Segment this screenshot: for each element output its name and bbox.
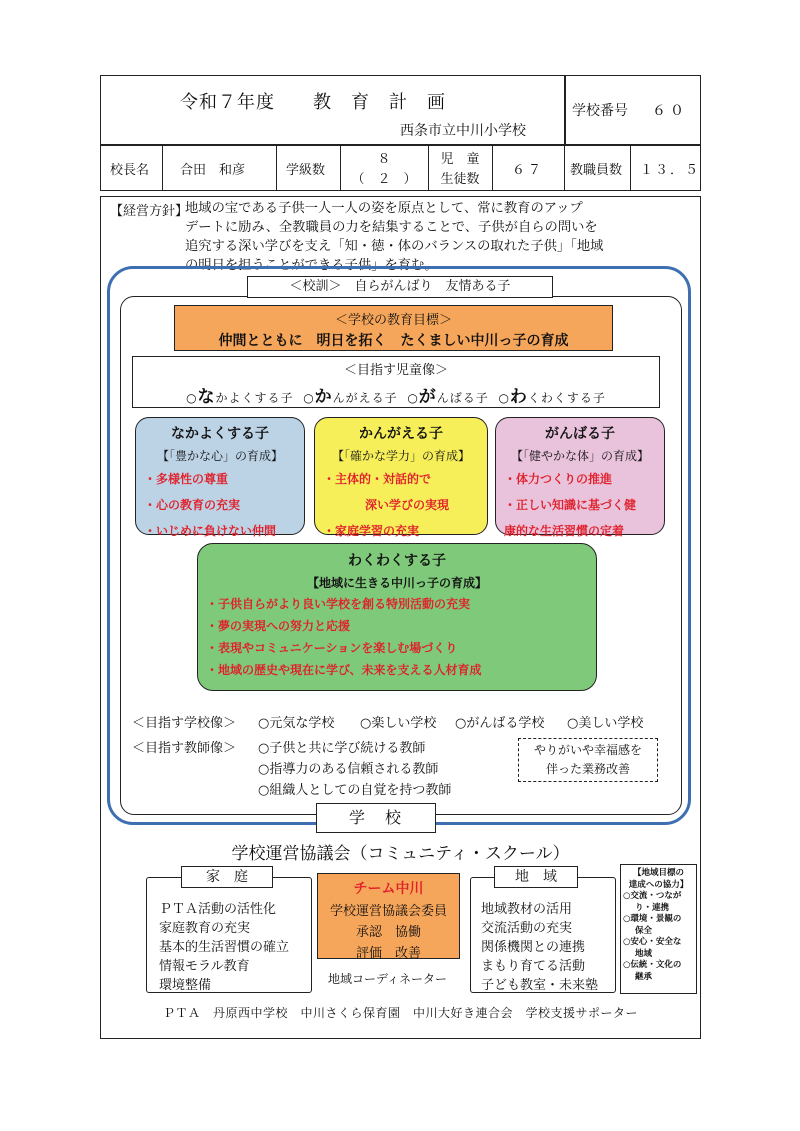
ideal-child-initial: な [197,387,216,407]
pillar-sub: 【地域に生きる中川っ子の育成】 [306,576,487,590]
class-count-label: 学級数 [286,163,326,178]
students-label: 児 童 [440,152,480,167]
regional-goal-item: 地域 [635,948,653,959]
ideal-child-initial: か [314,387,333,407]
ideal-school-label: ＜目指す学校像＞ [132,716,237,731]
pillar-sub: 【「豊かな心」の育成】 [156,449,283,463]
ideal-school-item: ○がんばる学校 [455,716,545,731]
pillar-kan [314,417,488,538]
pillar-item: 深い学びの実現 [365,498,450,512]
pillar-title: わくわくする子 [348,553,446,569]
team-line: 承認 協働 [355,925,421,940]
regional-goals-title: 【地域目標の [632,868,684,878]
community-label: 地 域 [494,866,578,888]
ideal-teacher-label: ＜目指す教師像＞ [132,741,237,756]
community-box [470,877,616,993]
ideal-child-item: んばる子 [436,391,489,405]
header-divider [276,144,277,191]
policy-line: 追究する深い学びを支え「知・徳・体のバランスの取れた子供」「地域 [185,239,604,254]
community-item: 子ども教室・未来塾 [481,978,599,993]
pillar-item: ・主体的・対話的で [323,472,432,486]
pillar-item: ・多様性の尊重 [144,472,229,486]
pillar-title: なかよくする子 [171,426,269,442]
school-name: 西条市立中川小学校 [400,123,526,139]
home-item: 情報モラル教育 [159,959,250,974]
policy-text [185,199,695,275]
pillar-item: ・正しい知識に基づく健 [504,498,637,512]
ideal-child-item: んがえる子 [332,391,398,405]
pillar-sub: 【「健やかな体」の育成】 [510,449,649,463]
principal-label: 校長名 [110,163,150,178]
home-items [159,900,311,995]
pillar-item: ・表現やコミュニケーションを楽しむ場づくり [206,641,458,655]
pillar-waku [197,543,597,691]
policy-line: の明日を担うことができる子供」を育む。 [185,258,438,273]
regional-goal-item: ○交流・つなが [623,891,682,901]
ideal-child-item: くわくする子 [527,391,606,405]
education-goal [174,305,613,351]
regional-goal-item: ○安心・安全な [623,937,682,947]
pillar-items [323,466,487,544]
community-item: まもり育てる活動 [481,959,586,974]
home-item: 基本的生活習慣の確立 [159,940,290,955]
team-line: 学校運営協議会委員 [329,904,447,919]
community-item: 交流活動の充実 [481,921,573,936]
pillar-item: ・子供自らがより良い学校を創る特別活動の充実 [206,597,471,611]
pillar-item: ・家庭学習の充実 [323,524,420,538]
regional-goal-item: り・連携 [635,902,670,913]
pillar-item: ・地域の歴史や現在に学び、未来を支える人材育成 [206,663,482,677]
reform-line: 伴った業務改善 [545,762,630,776]
community-items [481,900,615,995]
regional-goals-title: 達成への協力】 [628,879,689,890]
coordinator: 地域コーディネーター [328,972,448,986]
pillar-items [504,466,664,544]
pillar-title: かんがえる子 [359,426,443,442]
regional-goal-item: ○伝統・文化の [623,960,682,970]
pillar-sub: 【「確かな学力」の育成】 [331,449,470,463]
ideal-child-item: かよくする子 [215,391,294,405]
policy-label: 【経営方針】 [110,204,189,219]
goal-text: 仲間とともに 明日を拓く たくましい中川っ子の育成 [218,333,569,349]
regional-goal-item: 継承 [635,971,653,982]
policy-line: デートに励み、全教職員の力を結集することで、子供が自らの問いを [185,220,598,235]
pillar-items [144,466,304,544]
ideal-teacher-item: ○子供と共に学び続ける教師 [258,741,426,756]
pillar-gan [495,417,665,538]
school-council: 学校運営協議会（コミュニティ・スクール） [231,844,570,864]
school-motto: ＜校訓＞ 自らがんばり 友情ある子 [247,276,553,298]
home-item: 家庭教育の充実 [159,921,251,936]
ideal-school-item: ○楽しい学校 [360,716,437,731]
reform-line: やりがいや幸福感を [533,743,642,757]
page-title: 令和７年度 教 育 計 画 [180,92,446,113]
ideal-school-item: ○美しい学校 [567,716,644,731]
home-item: 環境整備 [159,978,212,993]
class-count: ８ [377,152,391,167]
home-box [146,877,312,993]
header-divider [564,144,565,191]
policy-line: 地域の宝である子供一人一人の姿を原点として、常に教育のアップ [185,201,583,216]
ideal-child-initial: わ [509,387,528,407]
header-divider [100,144,701,146]
regional-goal-item: ○環境・景観の [623,914,682,924]
pillar-item: ・夢の実現への努力と応援 [206,619,351,633]
ideal-child-initial: が [418,387,437,407]
ideal-school-item: ○元気な学校 [258,716,335,731]
pillar-item: ・体力つくりの推進 [504,472,613,486]
community-item: 関係機関との連携 [481,940,586,955]
pillar-naka [135,417,305,538]
team-nakagawa [317,873,460,959]
partner-organizations: ＰＴＡ 丹原西中学校 中川さくら保育園 中川大好き連合会 学校支援サポーター [162,1006,638,1020]
pillar-title: がんばる子 [545,426,615,442]
community-item: 地域教材の活用 [481,902,573,917]
pillar-items [206,593,596,681]
staff-count: １３．５ [640,163,701,178]
students-count: ６７ [511,163,544,178]
staff-label: 教職員数 [570,163,623,178]
principal-name: 合田 和彦 [180,163,246,178]
ideal-child-items: ○なかよくする子 ○かんがえる子 ○がんばる子 ○わくわくする子 [186,387,606,407]
ideal-child [132,356,660,408]
team-title: チーム中川 [353,881,424,897]
header-divider [564,75,566,145]
class-count-sub: （ ２ ） [351,172,417,187]
school-label: 学 校 [316,803,436,833]
ideal-teacher-item: ○指導力のある信頼される教師 [258,762,439,777]
students-label-2: 生徒数 [440,172,480,187]
work-reform [518,738,658,782]
school-number-label: 学校番号 [572,103,628,119]
goal-label: ＜学校の教育目標＞ [334,313,452,328]
pillar-item: ・心の教育の充実 [144,498,241,512]
home-label: 家 庭 [181,866,273,888]
header-divider [630,144,631,191]
home-item: ＰＴＡ活動の活性化 [159,902,277,917]
ideal-teacher-item: ○組織人としての自覚を持つ教師 [258,783,452,798]
pillar-item: 康的な生活習慣の定着 [504,524,625,538]
ideal-child-label: ＜目指す児童像＞ [343,363,448,378]
school-number: ６０ [652,103,688,119]
header-divider [162,144,163,191]
regional-goals [620,864,697,994]
regional-goal-item: 保全 [635,925,653,936]
team-line: 評価 改善 [355,946,421,961]
pillar-item: ・いじめに負けない仲間 [144,524,277,538]
